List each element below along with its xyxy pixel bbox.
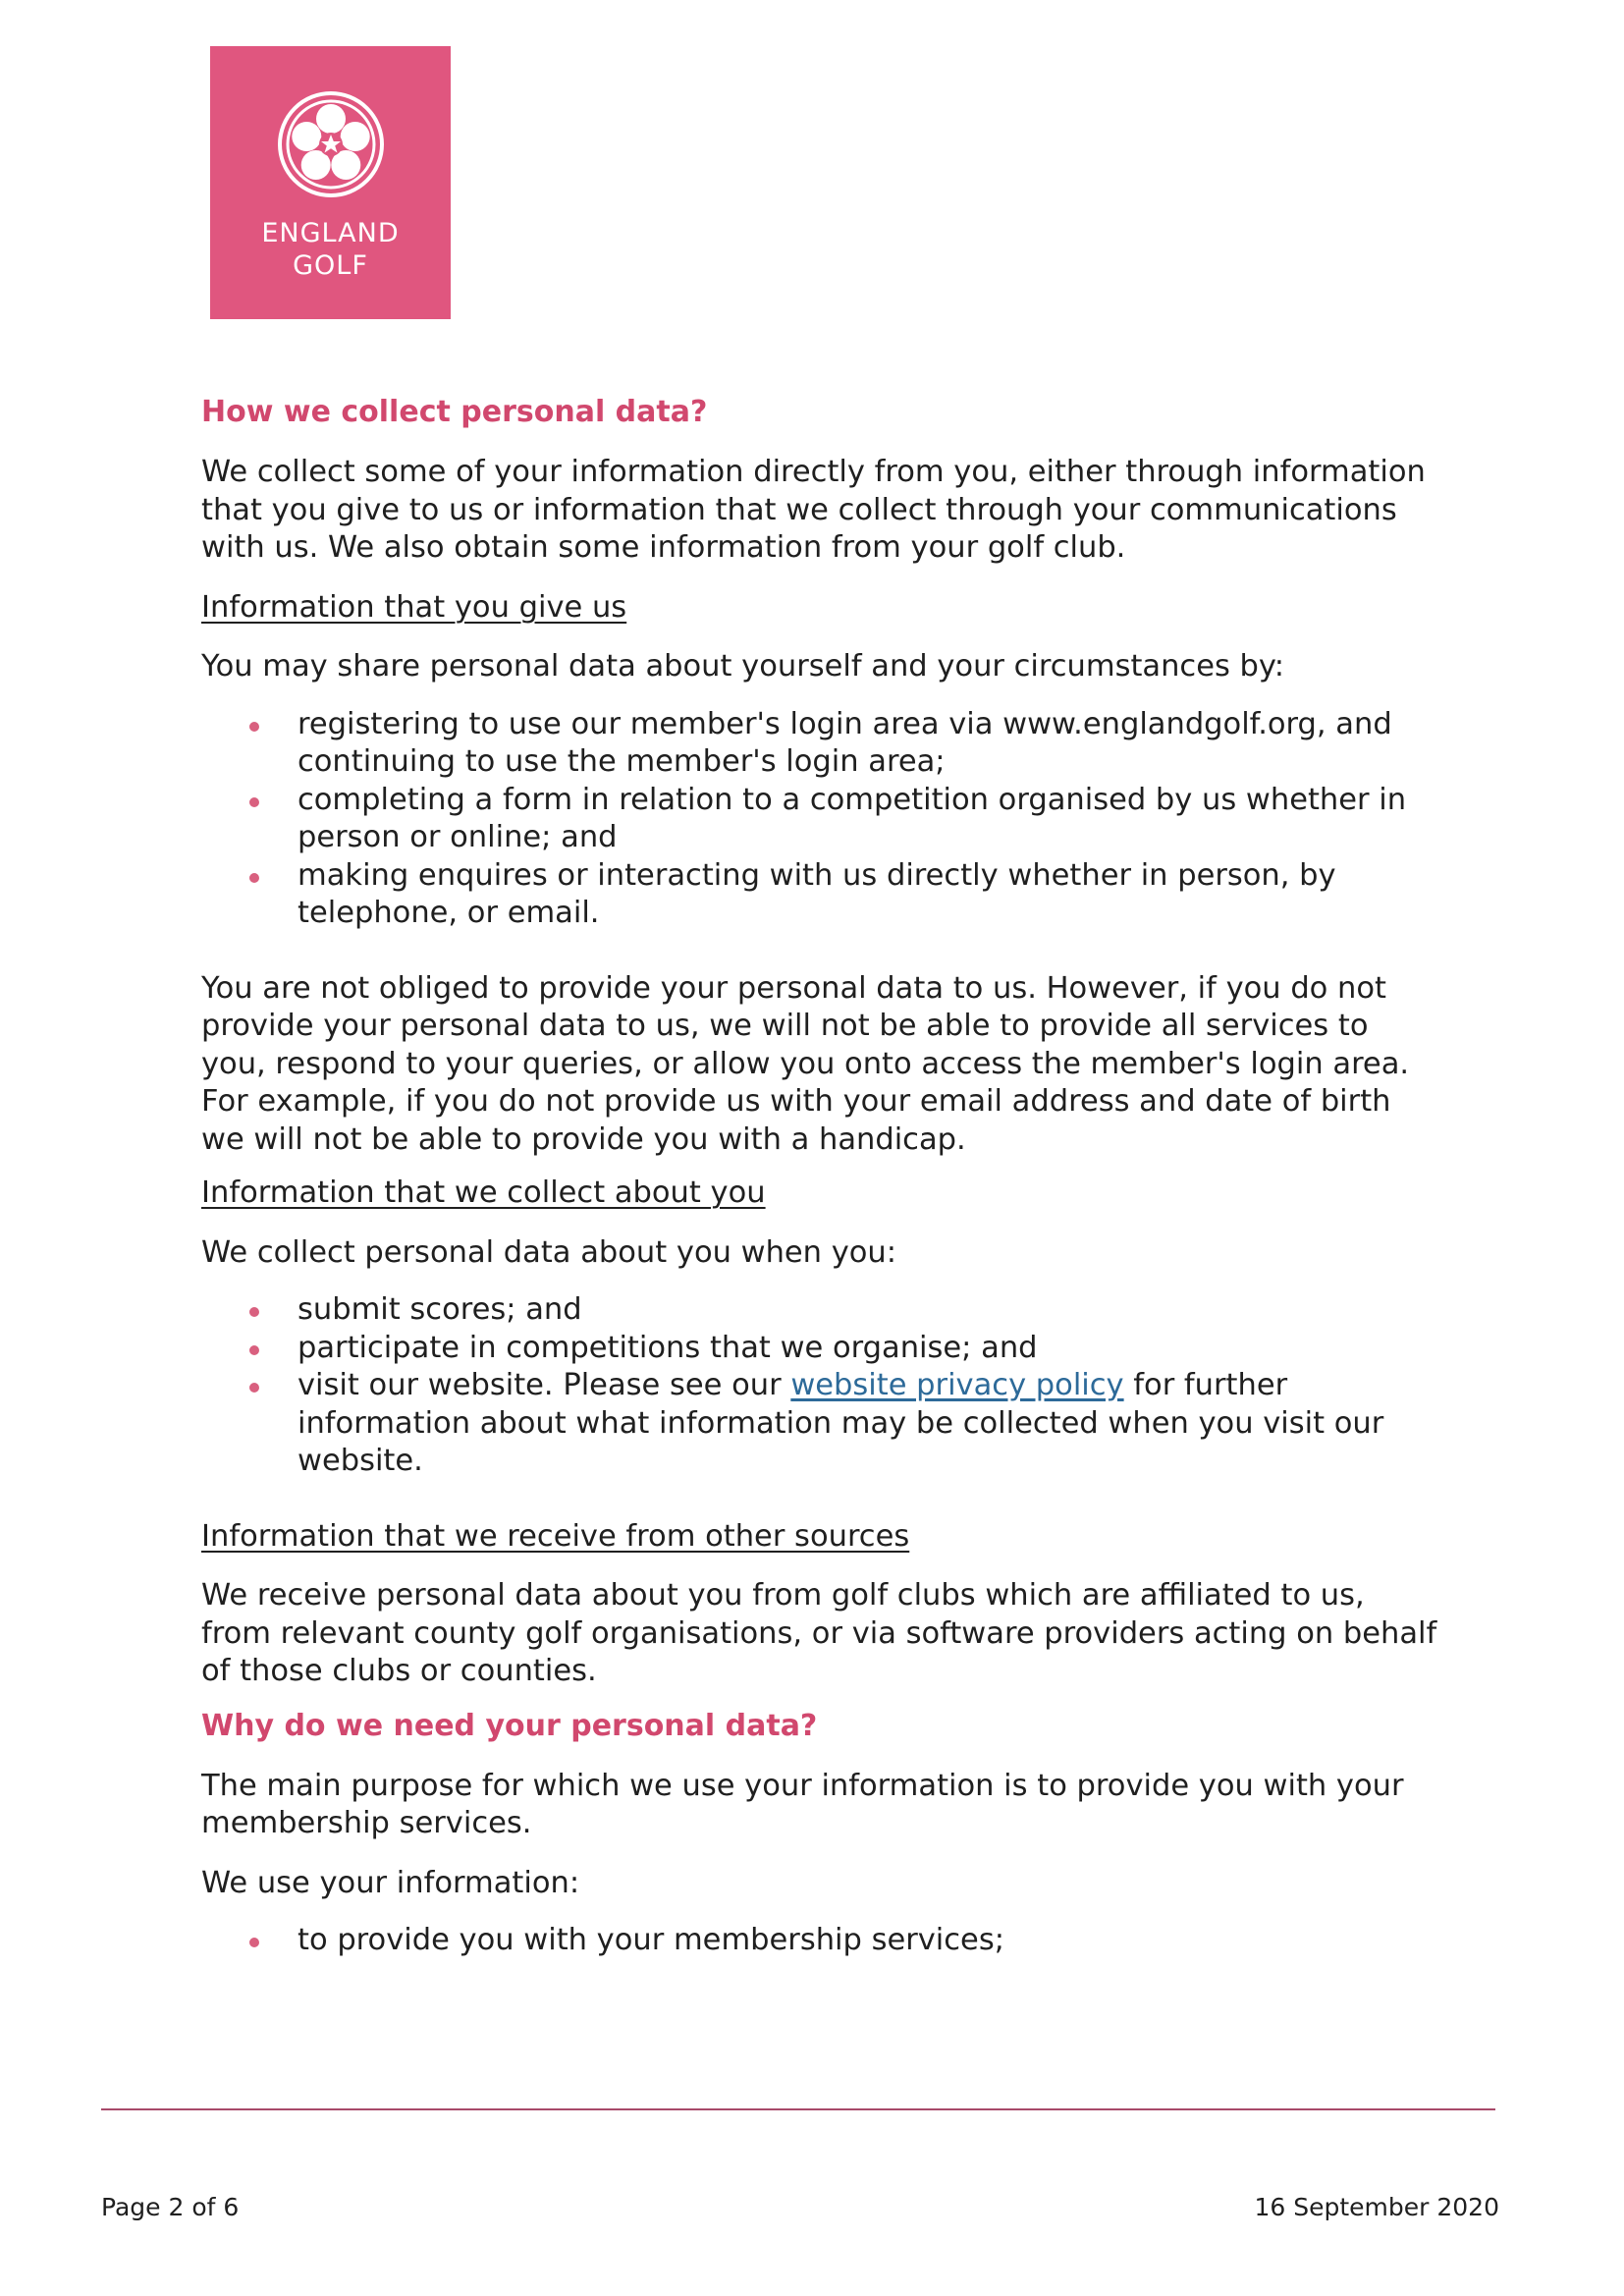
collect-when-list xyxy=(201,1291,1438,1481)
bullet-icon xyxy=(249,797,259,807)
list-item-text: completing a form in relation to a competition organised by us whether in person or online; and xyxy=(298,782,1407,854)
list-item xyxy=(298,1291,1438,1330)
list-item-text-before: visit our website. Please see our xyxy=(298,1368,791,1402)
subheading-info-we-collect: Information that we collect about you xyxy=(201,1175,766,1210)
logo-text-england: ENGLAND xyxy=(261,218,400,248)
england-golf-logo xyxy=(210,46,451,319)
list-item xyxy=(298,1922,1438,1960)
subheading-info-you-give: Information that you give us xyxy=(201,589,627,625)
other-sources-paragraph: We receive personal data about you from golf clubs which are affiliated to us, from relevant county golf organisations, or via software providers acting on behalf of those clubs or counties. xyxy=(201,1578,1437,1688)
bullet-icon xyxy=(249,722,259,732)
list-item-text: to provide you with your membership services; xyxy=(298,1923,1004,1957)
heading-why-need-data: Why do we need your personal data? xyxy=(201,1708,818,1743)
tudor-rose-icon xyxy=(276,89,386,199)
list-item xyxy=(298,857,1438,933)
list-item xyxy=(298,1330,1438,1368)
give-us-list xyxy=(201,706,1438,933)
list-item-text: participate in competitions that we organise; and xyxy=(298,1330,1038,1365)
website-privacy-policy-link[interactable]: website privacy policy xyxy=(790,1368,1124,1402)
use-info-lead: We use your information: xyxy=(201,1865,580,1900)
bullet-icon xyxy=(249,873,259,883)
list-item xyxy=(298,1367,1438,1481)
list-item-text: submit scores; and xyxy=(298,1292,582,1327)
main-purpose-paragraph: The main purpose for which we use your information is to provide you with your membership services. xyxy=(201,1768,1404,1840)
not-obliged-paragraph: You are not obliged to provide your personal data to us. However, if you do not provide your personal data to us, we will not be able to provide all services to you, respond to your queries, or allow you onto access the member's login area. For example, if you do not provide us with your email address and date of birth we will not be able to provide you with a handicap. xyxy=(201,970,1410,1157)
list-item xyxy=(298,706,1438,782)
list-item-text: registering to use our member's login area via www.englandgolf.org, and continuing to use the member's login area; xyxy=(298,706,1392,779)
use-info-list xyxy=(201,1922,1438,1960)
footer-date: 16 September 2020 xyxy=(1254,2193,1499,2221)
bullet-icon xyxy=(249,1345,259,1355)
list-item-text-after: for further information about what information may be collected when you visit our website. xyxy=(298,1368,1384,1478)
collect-intro-paragraph: We collect some of your information directly from you, either through information that you give to us or information that we collect through your communications with us. We also obtain some information from your golf club. xyxy=(201,455,1426,565)
bullet-icon xyxy=(249,1938,259,1947)
page-number: Page 2 of 6 xyxy=(101,2193,240,2221)
logo-text-golf: GOLF xyxy=(293,250,368,281)
list-item-text: making enquires or interacting with us directly whether in person, by telephone, or email. xyxy=(298,857,1336,930)
list-item xyxy=(298,782,1438,857)
subheading-other-sources: Information that we receive from other sources xyxy=(201,1518,910,1554)
footer-divider xyxy=(101,2108,1495,2110)
share-data-lead: You may share personal data about yourself and your circumstances by: xyxy=(201,649,1285,683)
bullet-icon xyxy=(249,1307,259,1317)
collect-when-lead: We collect personal data about you when you: xyxy=(201,1234,897,1270)
heading-how-we-collect: How we collect personal data? xyxy=(201,395,708,429)
bullet-icon xyxy=(249,1383,259,1393)
document-body xyxy=(201,393,1438,1960)
